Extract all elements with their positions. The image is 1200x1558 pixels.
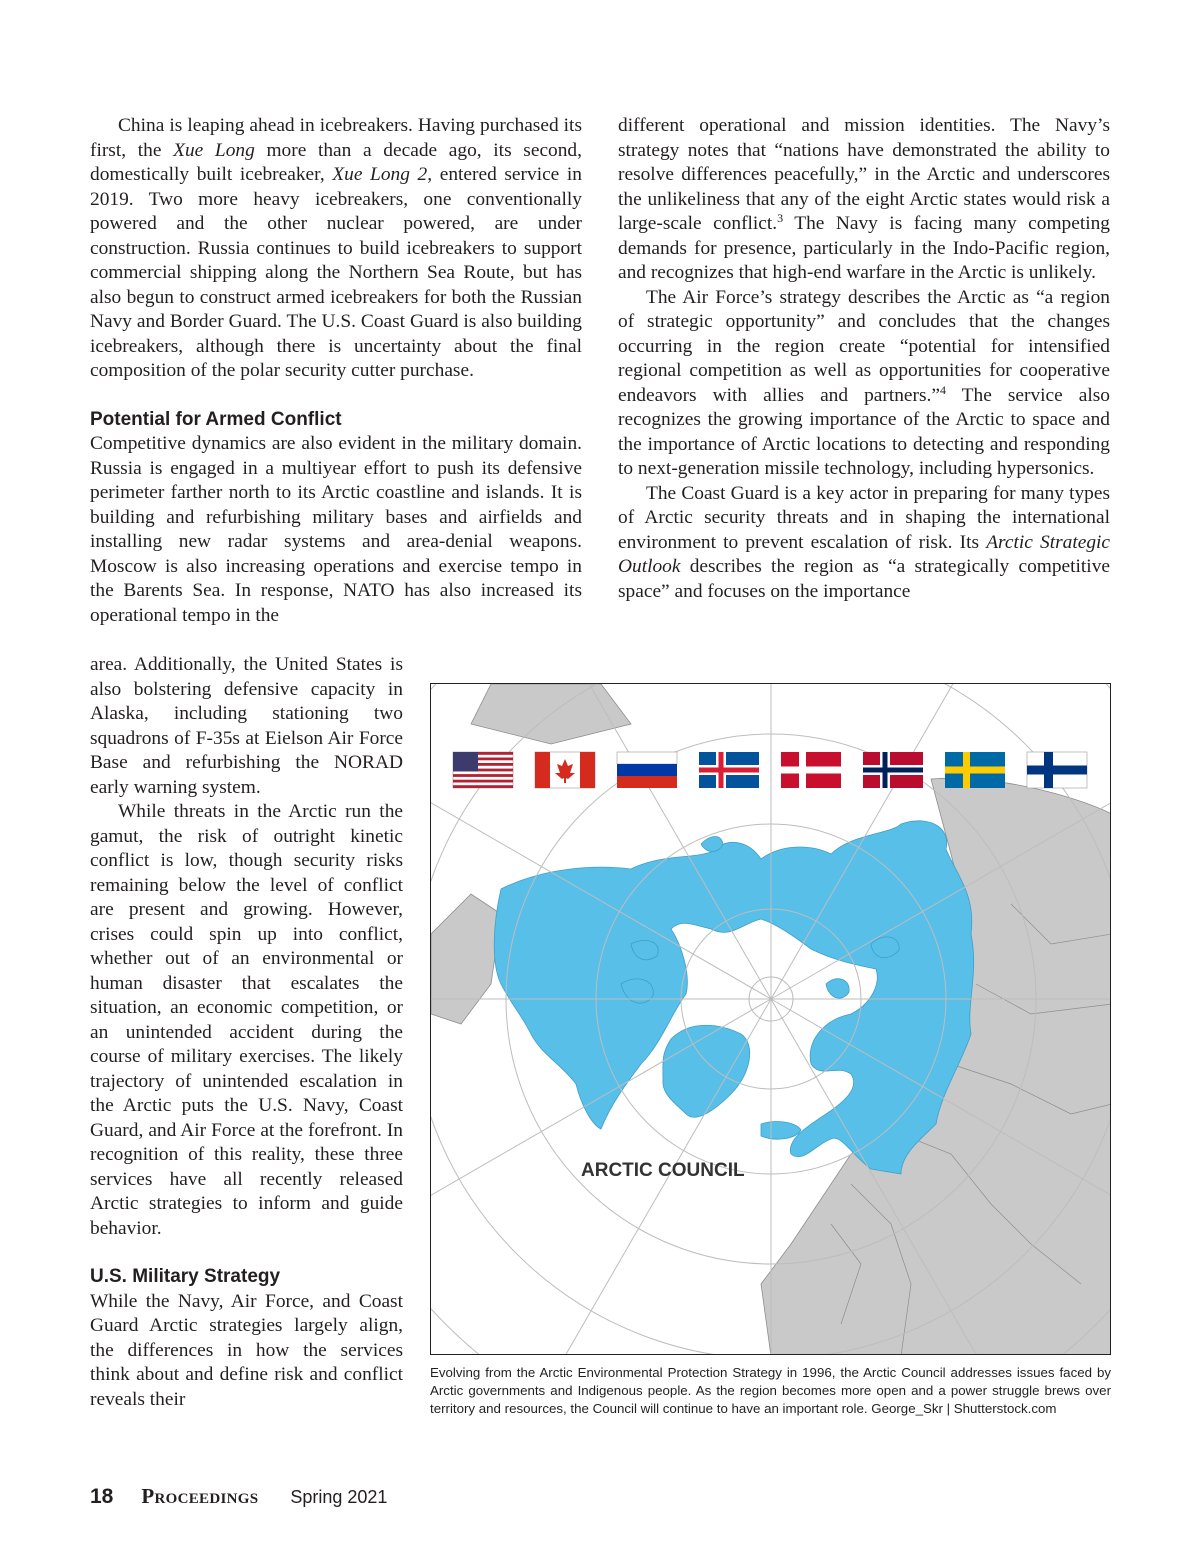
flag-norway	[863, 752, 923, 788]
map-arctic-blue	[494, 821, 973, 1174]
flag-finland	[1027, 752, 1087, 788]
flag-canada	[535, 752, 595, 788]
paragraph-strategies: While the Navy, Air Force, and Coast Guard Arctic strategies largely align, the differences in how the services think about and define risk and conflict reveals their	[90, 1290, 403, 1410]
figure-caption: Evolving from the Arctic Environmental Protection Strategy in 1996, the Arctic Council addresses issues faced by Arctic governments and Indigenous people. As the region becomes more open and a power struggle brews over territory and resources, the Council will continue to have an important role. George_Skr | Shutterstock.com	[430, 1365, 1111, 1416]
left-column-top	[90, 114, 582, 628]
flag-denmark	[781, 752, 841, 788]
flag-russia	[617, 752, 677, 788]
paragraph-icebreakers: China is leaping ahead in icebreakers. Having purchased its first, the Xue Long more than a decade ago, its second, domestically built icebreaker, Xue Long 2, entered service in 2019. Two more heavy icebreakers, one conventionally powered and the other nuclear powered, are under construction. Russia continues to build icebreakers to support commercial shipping along the Northern Sea Route, but has also begun to construct armed icebreakers for both the Russian Navy and Border Guard. The U.S. Coast Guard is also building icebreakers, although there is uncertainty about the final composition of the polar security cutter purchase.	[90, 115, 582, 381]
page-footer	[90, 1484, 387, 1514]
flag-sweden	[945, 752, 1005, 788]
page-number: 18	[90, 1485, 114, 1508]
issue-date: Spring 2021	[290, 1487, 388, 1507]
paragraph-coast-guard: The Coast Guard is a key actor in preparing for many types of Arctic security threats and in shaping the international environment to prevent escalation of risk. Its Arctic Strategic Outlook describes the region as “a strategically competitive space” and focuses on the importance	[618, 482, 1111, 602]
flag-row	[453, 752, 1087, 788]
paragraph-threats: While threats in the Arctic run the gamut, the risk of outright kinetic conflict is low, though security risks remaining below the level of conflict are present and growing. However, crises could spin up into conflict, whether out of an environmental or human disaster that escalates the situation, an economic competition, or an unintended accident during the course of military exercises. The likely trajectory of unintended escalation in the Arctic puts the U.S. Navy, Coast Guard, and Air Force at the forefront. In recognition of this reality, these three services have all recently released Arctic strategies to inform and guide behavior.	[90, 801, 403, 1239]
heading-armed-conflict: Potential for Armed Conflict	[90, 408, 342, 430]
arctic-council-map-figure	[430, 683, 1111, 1355]
map-label-arctic-council: ARCTIC COUNCIL	[581, 1160, 745, 1181]
paragraph-alaska: area. Additionally, the United States is also bolstering defensive capacity in Alaska, including stationing two squadrons of F-35s at Eielson Air Force Base and refurbishing the NORAD early warning system.	[90, 654, 403, 798]
right-column	[618, 114, 1110, 604]
flag-iceland	[699, 752, 759, 788]
paragraph-competitive-dynamics: Competitive dynamics are also evident in the military domain. Russia is engaged in a multiyear effort to push its defensive perimeter farther north to its Arctic coastline and islands. It is building and refurbishing military bases and airfields and installing new radar systems and area-denial weapons. Moscow is also increasing operations and exercise tempo in the Barents Sea. In response, NATO has also increased its operational tempo in the	[90, 433, 582, 626]
paragraph-air-force: The Air Force’s strategy describes the Arctic as “a region of strategic opportunity” and concludes that the changes occurring in the region create “potential for intensified regional competition as well as opportunities for cooperative endeavors with allies and partners.”$^4$ The service also recognizes the growing importance of the Arctic to space and the importance of Arctic locations to detecting and responding to next-generation missile technology, including hypersonics.	[618, 286, 1111, 479]
arctic-map	[431, 684, 1111, 1355]
left-column-narrow	[90, 653, 403, 1412]
paragraph-navy: different operational and mission identities. The Navy’s strategy notes that “nations have demonstrated the ability to resolve differences peacefully,” in the Arctic and underscores the unlikeliness that any of the eight Arctic states would risk a large-scale conflict.$^3$ The Navy is facing many competing demands for presence, particularly in the Indo-Pacific region, and recognizes that high-end warfare in the Arctic is unlikely.	[618, 115, 1110, 283]
magazine-title: Proceedings	[141, 1484, 259, 1508]
flag-united-states	[453, 752, 513, 788]
heading-military-strategy: U.S. Military Strategy	[90, 1266, 281, 1287]
